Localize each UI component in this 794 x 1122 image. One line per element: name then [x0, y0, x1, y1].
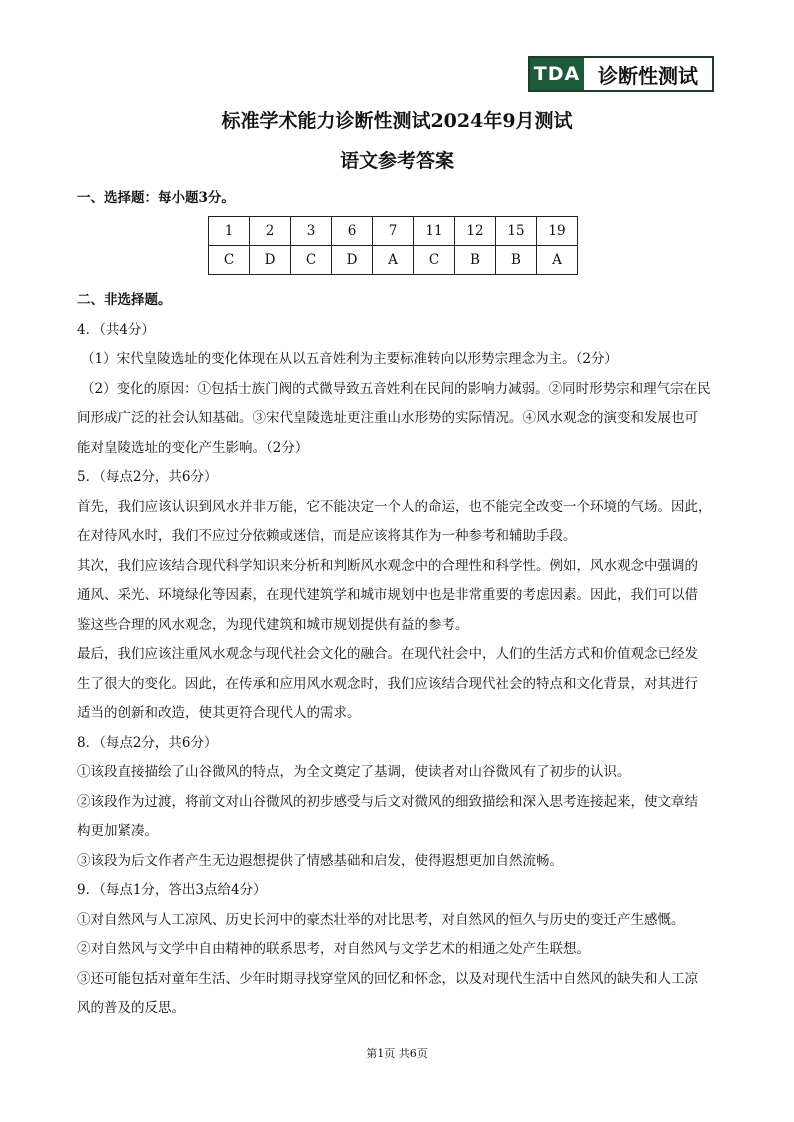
- answer-line: 生了很大的变化。因此，在传承和应用风水观念时，我们应该结合现代社会的特点和文化背景，对其进行: [77, 675, 698, 692]
- answer-line: （1）宋代皇陵选址的变化体现在从以五音姓利为主要标准转向以形势宗理念为主。（2分）: [81, 351, 618, 367]
- answer-line: ③还可能包括对童年生活、少年时期寻找穿堂风的回忆和怀念，以及对现代生活中自然风的缺失和人工凉: [77, 970, 698, 987]
- question-number-cell: 1: [209, 217, 250, 246]
- answer-cell: C: [291, 246, 332, 275]
- answer-line: 通风、采光、环境绿化等因素，在现代建筑学和城市规划中也是非常重要的考虑因素。因此，我们可以借: [77, 587, 698, 603]
- answer-cell: D: [250, 246, 291, 275]
- question-number-cell: 11: [414, 217, 455, 246]
- answer-line: 风的普及的反思。: [77, 1000, 185, 1016]
- answer-line: 首先，我们应该认识到风水并非万能，它不能决定一个人的命运，也不能完全改变一个环境的气场。因此，: [77, 498, 712, 515]
- answer-cell: B: [496, 246, 537, 275]
- section-heading-choice: 一、选择题：每小题3分。: [77, 190, 235, 206]
- answer-line: 适当的创新和改造，使其更符合现代人的需求。: [77, 705, 361, 721]
- question-number-cell: 15: [496, 217, 537, 246]
- question-heading: 4．（共4分）: [77, 321, 155, 338]
- question-heading: 9．（每点1分，答出3点给4分）: [77, 882, 267, 898]
- answer-line: ①该段直接描绘了山谷微风的特点，为全文奠定了基调，使读者对山谷微风有了初步的认识。: [77, 764, 631, 780]
- answer-line: 最后，我们应该注重风水观念与现代社会文化的融合。在现代社会中，人们的生活方式和价值观念已经发: [77, 646, 698, 662]
- answer-cell: B: [455, 246, 496, 275]
- question-number-cell: 7: [373, 217, 414, 246]
- answer-cell: A: [537, 246, 578, 275]
- answer-line: ②该段作为过渡，将前文对山谷微风的初步感受与后文对微风的细致描绘和深入思考连接起来，使文章结: [77, 793, 698, 810]
- answer-cell: A: [373, 246, 414, 275]
- answer-line: （2）变化的原因：①包括士族门阀的式微导致五音姓利在民间的影响力减弱。②同时形势宗和理气宗在民: [81, 380, 711, 397]
- page-title: 标准学术能力诊断性测试2024年9月测试: [221, 110, 573, 132]
- answer-row: [209, 246, 578, 275]
- answer-table: [208, 216, 578, 275]
- answer-content: [77, 286, 719, 1024]
- answer-cell: D: [332, 246, 373, 275]
- answer-line: 鉴这些合理的风水观念，为现代建筑和城市规划提供有益的参考。: [77, 616, 469, 633]
- answer-cell: C: [209, 246, 250, 275]
- logo-abbr: TDA: [530, 58, 584, 90]
- question-heading: 8．（每点2分，共6分）: [77, 734, 218, 751]
- answer-line: 在对待风水时，我们不应过分依赖或迷信，而是应该将其作为一种参考和辅助手段。: [77, 528, 577, 544]
- answer-line: 构更加紧凑。: [77, 823, 158, 839]
- question-number-cell: 2: [250, 217, 291, 246]
- answer-line: ③该段为后文作者产生无边遐想提供了情感基础和启发，使得遐想更加自然流畅。: [77, 852, 563, 869]
- answer-line: ②对自然风与文学中自由精神的联系思考，对自然风与文学艺术的相通之处产生联想。: [77, 941, 590, 957]
- page-subtitle: 语文参考答案: [339, 150, 454, 172]
- question-number-row: [209, 217, 578, 246]
- answer-line: ①对自然风与人工凉风、历史长河中的豪杰壮举的对比思考，对自然风的恒久与历史的变迁产生感慨。: [77, 911, 685, 928]
- question-heading: 5．（每点2分，共6分）: [77, 469, 218, 485]
- question-number-cell: 3: [291, 217, 332, 246]
- answer-line: 间形成广泛的社会认知基础。③宋代皇陵选址更注重山水形势的实际情况。④风水观念的演变和发展也可: [77, 410, 698, 426]
- answer-cell: C: [414, 246, 455, 275]
- question-number-cell: 19: [537, 217, 578, 246]
- logo-name: 诊断性测试: [598, 63, 698, 88]
- question-number-cell: 6: [332, 217, 373, 246]
- question-number-cell: 12: [455, 217, 496, 246]
- answer-line: 其次，我们应该结合现代科学知识来分析和判断风水观念中的合理性和科学性。例如，风水观念中强调的: [77, 557, 698, 574]
- tda-logo: [528, 56, 714, 92]
- answer-line: 能对皇陵选址的变化产生影响。（2分）: [77, 439, 309, 456]
- section-heading-non-choice: 二、非选择题。: [77, 292, 172, 308]
- page-footer: 第1页 共6页: [366, 1047, 428, 1060]
